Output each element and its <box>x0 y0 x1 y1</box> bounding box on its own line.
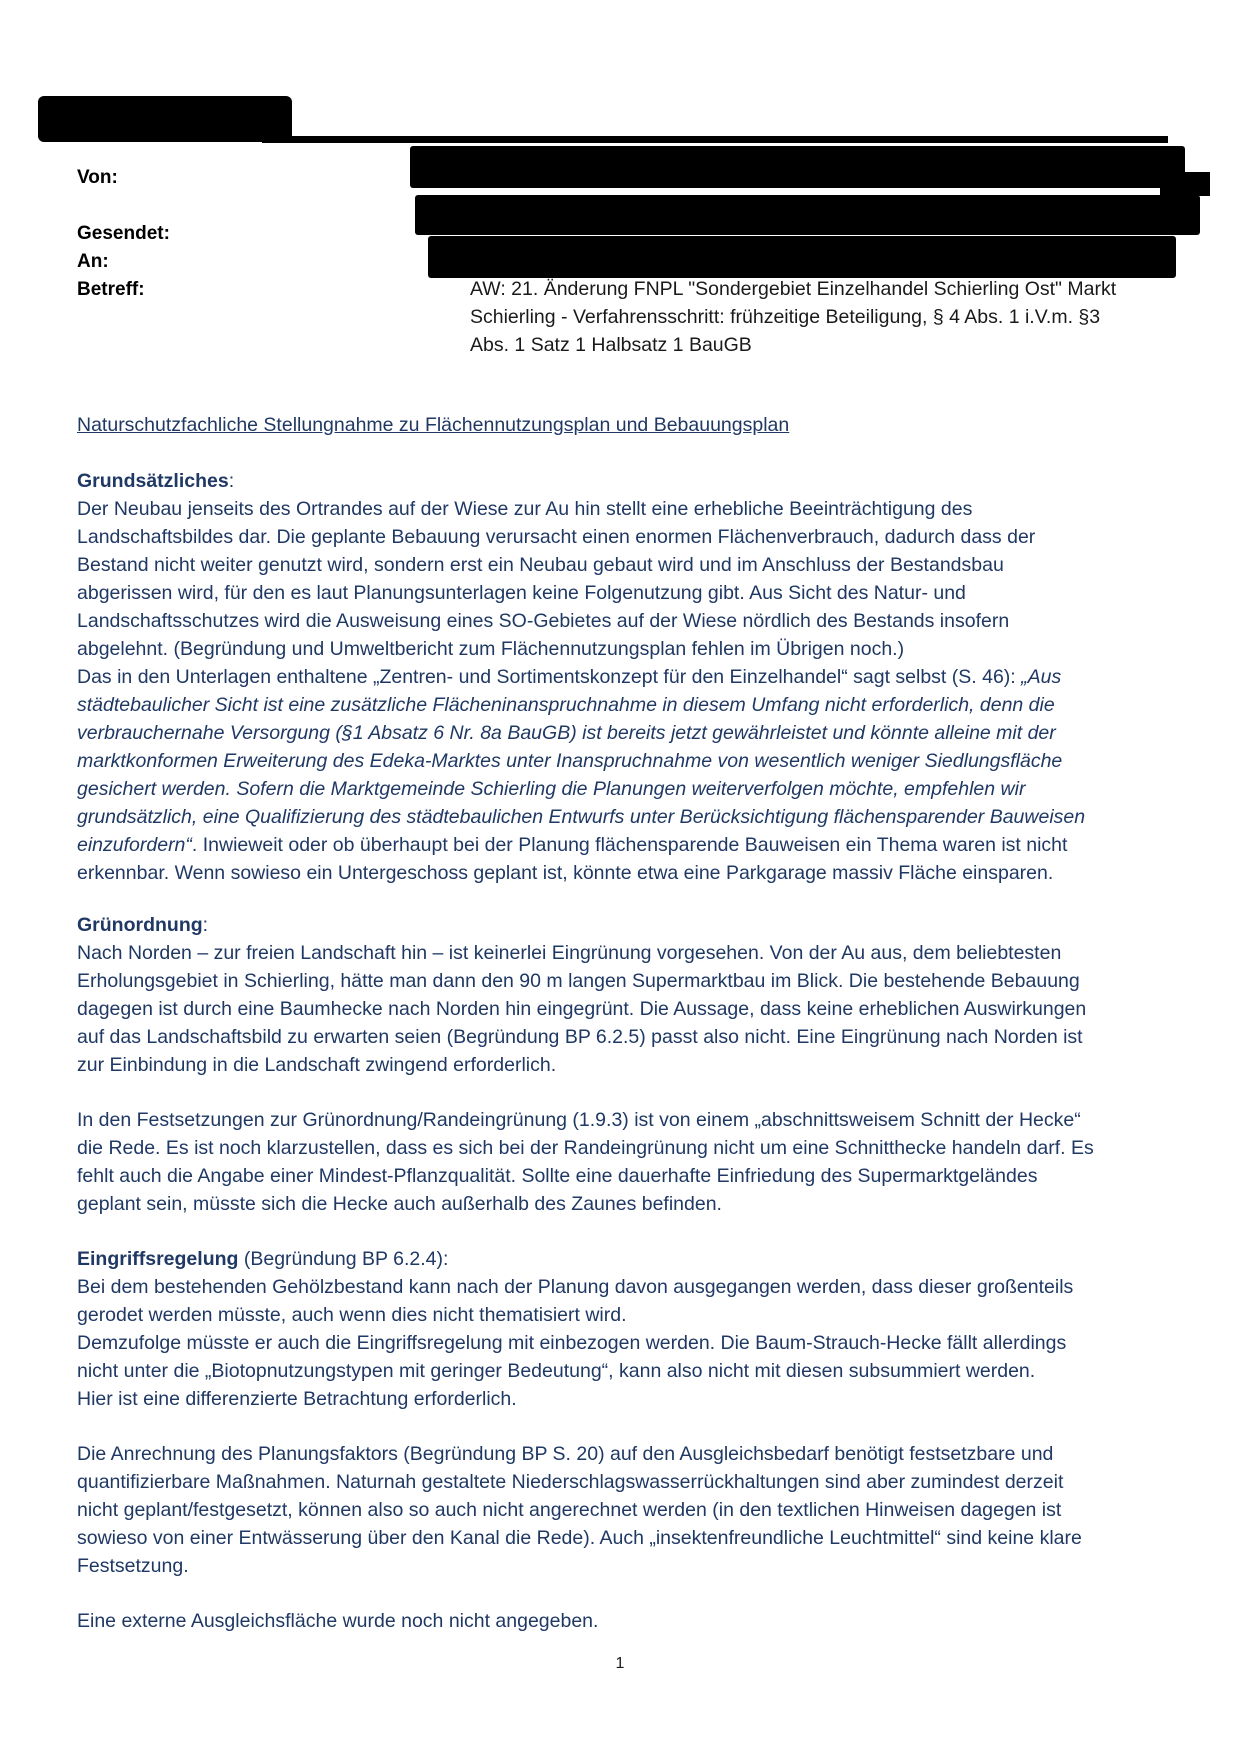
body-line: nicht unter die „Biotopnutzungstypen mit geringer Bedeutung“, kann also nicht mit diesen subsummiert werden. <box>77 1360 1036 1382</box>
heading-suffix: : <box>228 470 235 492</box>
header-rule <box>262 136 1168 143</box>
body-line: die Rede. Es ist noch klarzustellen, dass es sich bei der Randeingrünung nicht um eine Schnitthecke handeln darf. Es <box>77 1137 1094 1159</box>
body-line: Erholungsgebiet in Schierling, hätte man dann den 90 m langen Supermarktbau im Blick. Die bestehende Bebauung <box>77 970 1080 992</box>
body-line: Die Anrechnung des Planungsfaktors (Begründung BP S. 20) auf den Ausgleichsbedarf benötigt festsetzbare und <box>77 1443 1054 1465</box>
body-line: Landschaftsschutzes wird die Ausweisung eines SO-Gebietes auf der Wiese nördlich des Bestands insofern <box>77 610 1010 632</box>
quote-intro: Das in den Unterlagen enthaltene „Zentren- und Sortimentskonzept für den Einzelhandel“ sagt selbst (S. 46): <box>77 666 1022 688</box>
heading-eingriffsregelung: Eingriffsregelung <box>77 1248 239 1270</box>
body-line: dagegen ist durch eine Baumhecke nach Norden hin eingegrünt. Die Aussage, dass keine erheblichen Auswirkungen <box>77 998 1087 1020</box>
label-subject: Betreff: <box>77 279 145 300</box>
body-line: Bei dem bestehenden Gehölzbestand kann nach der Planung davon ausgegangen werden, dass dieser großenteils <box>77 1276 1074 1298</box>
body-line: Hier ist eine differenzierte Betrachtung erforderlich. <box>77 1388 517 1410</box>
heading-suffix: : <box>202 914 209 936</box>
redaction-to <box>428 236 1176 278</box>
body-line: erkennbar. Wenn sowieso ein Untergeschoss geplant ist, könnte etwa eine Parkgarage massiv Fläche einsparen. <box>77 862 1054 884</box>
quote-line: grundsätzlich, eine Qualifizierung des städtebaulichen Entwurfs unter Berücksichtigung flächensparender Bauweisen <box>77 806 1086 828</box>
body-line: Demzufolge müsste er auch die Eingriffsregelung mit einbezogen werden. Die Baum-Strauch-Hecke fällt allerdings <box>77 1332 1067 1354</box>
body-line: gerodet werden müsste, auch wenn dies nicht thematisiert wird. <box>77 1304 627 1326</box>
body-line: Landschaftsbildes dar. Die geplante Bebauung verursacht einen enormen Flächenverbrauch, dadurch dass der <box>77 526 1036 548</box>
quote-line: verbrauchernahe Versorgung (§1 Absatz 6 Nr. 8a BauGB) ist bereits jetzt gewährleistet und könnte alleine mit der <box>77 722 1056 744</box>
body-line: quantifizierbare Maßnahmen. Naturnah gestaltete Niederschlagswasserrückhaltungen sind aber zumindest derzeit <box>77 1471 1064 1493</box>
body-line: Eine externe Ausgleichsfläche wurde noch nicht angegeben. <box>77 1610 599 1632</box>
quote-line: marktkonformen Erweiterung des Edeka-Marktes unter Inanspruchnahme von wesentlich weniger Siedlungsfläche <box>77 750 1063 772</box>
after-quote: . Inwieweit oder ob überhaupt bei der Planung flächensparende Bauweisen ein Thema waren ist nicht <box>191 834 1068 856</box>
quote-line: gesichert werden. Sofern die Marktgemeinde Schierling die Planungen weiterverfolgen möchte, empfehlen wir <box>77 778 1026 800</box>
heading-gruenordnung: Grünordnung <box>77 914 203 936</box>
body-line: abgerissen wird, für den es laut Planungsunterlagen keine Folgenutzung gibt. Aus Sicht des Natur- und <box>77 582 966 604</box>
body-line: fehlt auch die Angabe einer Mindest-Pflanzqualität. Sollte eine dauerhafte Einfriedung des Supermarktgeländes <box>77 1165 1038 1187</box>
subject-line-2: Schierling - Verfahrensschritt: frühzeitige Beteiligung, § 4 Abs. 1 i.V.m. §3 <box>470 306 1101 328</box>
paragraph-ausgleichsflaeche <box>77 1607 1177 1635</box>
redaction-from-2 <box>1160 172 1210 196</box>
statement-title: Naturschutzfachliche Stellungnahme zu Flächennutzungsplan und Bebauungsplan <box>77 414 790 436</box>
redaction-sent <box>415 195 1200 235</box>
body-line: auf das Landschaftsbild zu erwarten seien (Begründung BP 6.2.5) passt also nicht. Eine Eingrünung nach Norden ist <box>77 1026 1083 1048</box>
body-line: Festsetzung. <box>77 1555 189 1577</box>
page-number: 1 <box>615 1655 625 1672</box>
body-line: nicht geplant/festgesetzt, können also so auch nicht angerechnet werden (in den textlichen Hinweisen dagegen ist <box>77 1499 1062 1521</box>
body-line: Der Neubau jenseits des Ortrandes auf der Wiese zur Au hin stellt eine erhebliche Beeinträchtigung des <box>77 498 973 520</box>
body-line: zur Einbindung in die Landschaft zwingend erforderlich. <box>77 1054 557 1076</box>
heading-grundsaetzliches: Grundsätzliches <box>77 470 229 492</box>
label-from: Von: <box>77 167 118 188</box>
body-line: Nach Norden – zur freien Landschaft hin – ist keinerlei Eingrünung vorgesehen. Von der Au aus, dem beliebtesten <box>77 942 1062 964</box>
paragraph-planungsfaktor <box>77 1440 1177 1580</box>
subject-line-3: Abs. 1 Satz 1 Halbsatz 1 BauGB <box>470 334 752 356</box>
quote-start: „Aus <box>1021 666 1062 688</box>
redaction-sender-logo <box>38 96 292 142</box>
heading-suffix: (Begründung BP 6.2.4): <box>238 1248 449 1270</box>
section-grundsaetzliches <box>77 467 1177 887</box>
statement-title-block <box>77 411 1177 439</box>
redaction-from <box>410 146 1185 188</box>
subject-text <box>470 275 1170 359</box>
section-gruenordnung <box>77 911 1177 1079</box>
section-eingriffsregelung <box>77 1245 1177 1413</box>
quote-end: einzufordern“ <box>77 834 192 856</box>
subject-line-1: AW: 21. Änderung FNPL "Sondergebiet Einzelhandel Schierling Ost" Markt <box>470 278 1117 300</box>
body-line: Bestand nicht weiter genutzt wird, sondern erst ein Neubau gebaut wird und im Anschluss der Bestandsbau <box>77 554 1004 576</box>
body-line: sowieso von einer Entwässerung über den Kanal die Rede). Auch „insektenfreundliche Leuchtmittel“ sind keine klare <box>77 1527 1082 1549</box>
body-line: abgelehnt. (Begründung und Umweltbericht zum Flächennutzungsplan fehlen im Übrigen noch.) <box>77 638 905 660</box>
body-line: geplant sein, müsste sich die Hecke auch außerhalb des Zaunes befinden. <box>77 1193 722 1215</box>
body-line: In den Festsetzungen zur Grünordnung/Randeingrünung (1.9.3) ist von einem „abschnittsweisem Schnitt der Hecke“ <box>77 1109 1081 1131</box>
label-to: An: <box>77 251 109 272</box>
quote-line: städtebaulicher Sicht ist eine zusätzliche Flächeninanspruchnahme in diesem Umfang nicht erforderlich, denn die <box>77 694 1055 716</box>
label-sent: Gesendet: <box>77 223 170 244</box>
paragraph-randeingruenung <box>77 1106 1177 1218</box>
